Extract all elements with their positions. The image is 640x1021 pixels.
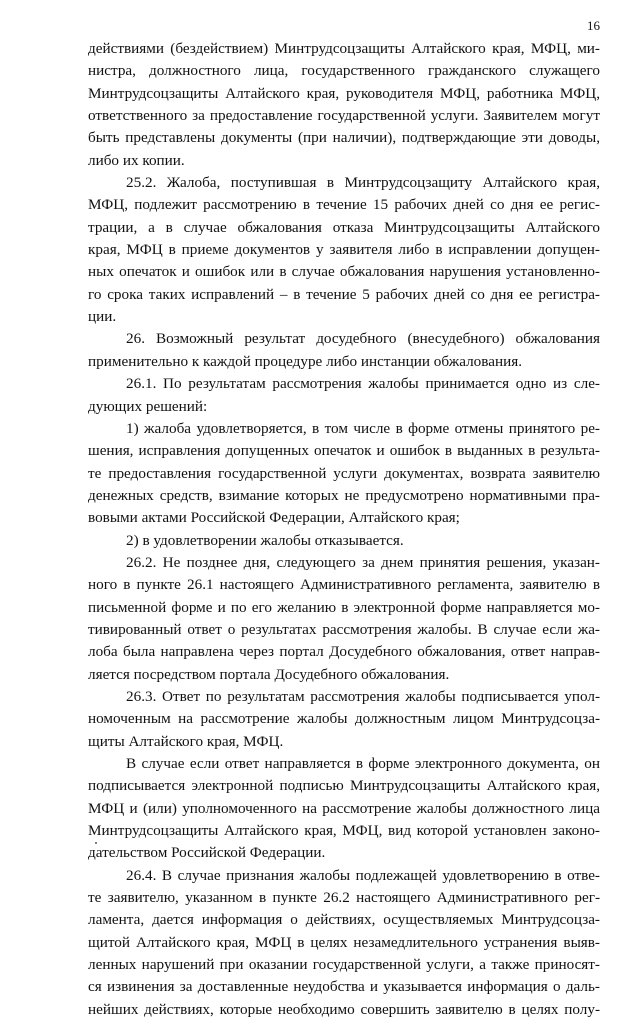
text-line: 26. Возможный результат досудебного (внесудебного) обжалования bbox=[126, 330, 600, 348]
text-line: быть представлены документы (при наличии), подтверждающие эти доводы, bbox=[88, 129, 600, 147]
text-line: ных опечаток и ошибок или в случае обжалования нарушения установленно- bbox=[88, 263, 600, 281]
text-line: нистра, должностного лица, государственного гражданского служащего bbox=[88, 62, 600, 80]
text-line: го срока таких исправлений – в течение 5 рабочих дней со дня ее регистра- bbox=[88, 285, 600, 303]
text-line: щитой Алтайского края, МФЦ в целях незамедлительного устранения выяв- bbox=[88, 933, 600, 951]
body-text bbox=[88, 38, 600, 1021]
text-line: МФЦ и (или) уполномоченного на рассмотрение жалобы должностного лица bbox=[88, 799, 600, 817]
scan-speck bbox=[95, 842, 97, 844]
page-number: 16 bbox=[587, 18, 600, 33]
text-line: те предоставления государственной услуги документах, возврата заявителю bbox=[88, 464, 600, 482]
text-line: ся извинения за доставленные неудобства и указывается информация о даль- bbox=[88, 978, 600, 996]
text-line: лоба была направлена через портал Досудебного обжалования, ответ направ- bbox=[88, 643, 600, 661]
text-line: тивированный ответ о результатах рассмотрения жалобы. В случае если жа- bbox=[88, 620, 600, 638]
text-line: либо их копии. bbox=[88, 151, 185, 169]
text-line: 26.2. Не позднее дня, следующего за днем принятия решения, указан- bbox=[126, 553, 600, 571]
text-line: МФЦ, подлежит рассмотрению в течение 15 рабочих дней со дня ее регис- bbox=[88, 196, 600, 214]
text-line: дующих решений: bbox=[88, 397, 208, 415]
text-line: ответственного за предоставление государственной услуги. Заявителем могут bbox=[88, 107, 600, 125]
text-line: Минтрудсоцзащиты Алтайского края, МФЦ, вид которой установлен законо- bbox=[88, 822, 600, 840]
text-line: 26.3. Ответ по результатам рассмотрения жалобы подписывается упол- bbox=[126, 687, 600, 705]
text-line: 26.4. В случае признания жалобы подлежащей удовлетворению в отве- bbox=[126, 866, 600, 884]
text-line: ного в пункте 26.1 настоящего Административного регламента, заявителю в bbox=[88, 576, 600, 594]
text-line: ции. bbox=[88, 308, 117, 326]
text-line: Минтрудсоцзащиты Алтайского края, руководителя МФЦ, работника МФЦ, bbox=[88, 84, 600, 102]
text-line: вовыми актами Российской Федерации, Алтайского края; bbox=[88, 509, 460, 527]
text-line: края, МФЦ в приеме документов у заявителя либо в исправлении допущен- bbox=[88, 241, 600, 259]
text-line: действиями (бездействием) Минтрудсоцзащиты Алтайского края, МФЦ, ми- bbox=[88, 40, 600, 57]
text-line: денежных средств, взимание которых не предусмотрено нормативными пра- bbox=[88, 486, 600, 504]
text-line: 25.2. Жалоба, поступившая в Минтрудсоцзащиту Алтайского края, bbox=[126, 174, 600, 192]
text-line: номоченным на рассмотрение жалобы должностным лицом Минтрудсоцза- bbox=[88, 710, 600, 728]
text-line: 26.1. По результатам рассмотрения жалобы принимается одно из сле- bbox=[126, 375, 600, 393]
text-line: В случае если ответ направляется в форме электронного документа, он bbox=[126, 755, 600, 772]
text-line: ляется посредством портала Досудебного обжалования. bbox=[88, 665, 450, 683]
text-line: 1) жалоба удовлетворяется, в том числе в форме отмены принятого ре- bbox=[126, 419, 600, 437]
text-line: 2) в удовлетворении жалобы отказывается. bbox=[126, 531, 404, 549]
text-line: дательством Российской Федерации. bbox=[88, 844, 326, 862]
text-line: ламента, дается информация о действиях, осуществляемых Минтрудсоцза- bbox=[88, 911, 600, 929]
text-line: ленных нарушений при оказании государственной услуги, а также приносят- bbox=[88, 956, 600, 974]
text-line: нейших действиях, которые необходимо совершить заявителю в целях полу- bbox=[88, 1000, 600, 1018]
text-line: письменной форме и по его желанию в электронной форме направляется мо- bbox=[88, 598, 600, 616]
text-line: применительно к каждой процедуре либо инстанции обжалования. bbox=[88, 352, 523, 370]
text-line: шения, исправления допущенных опечаток и ошибок в выданных в результа- bbox=[88, 442, 600, 460]
text-line: щиты Алтайского края, МФЦ. bbox=[88, 732, 284, 750]
text-line: трации, а в случае обжалования отказа Минтрудсоцзащиты Алтайского bbox=[88, 218, 600, 236]
text-line: те заявителю, указанном в пункте 26.2 настоящего Административного рег- bbox=[88, 889, 600, 907]
text-line: подписывается электронной подписью Минтрудсоцзащиты Алтайского края, bbox=[88, 777, 600, 795]
